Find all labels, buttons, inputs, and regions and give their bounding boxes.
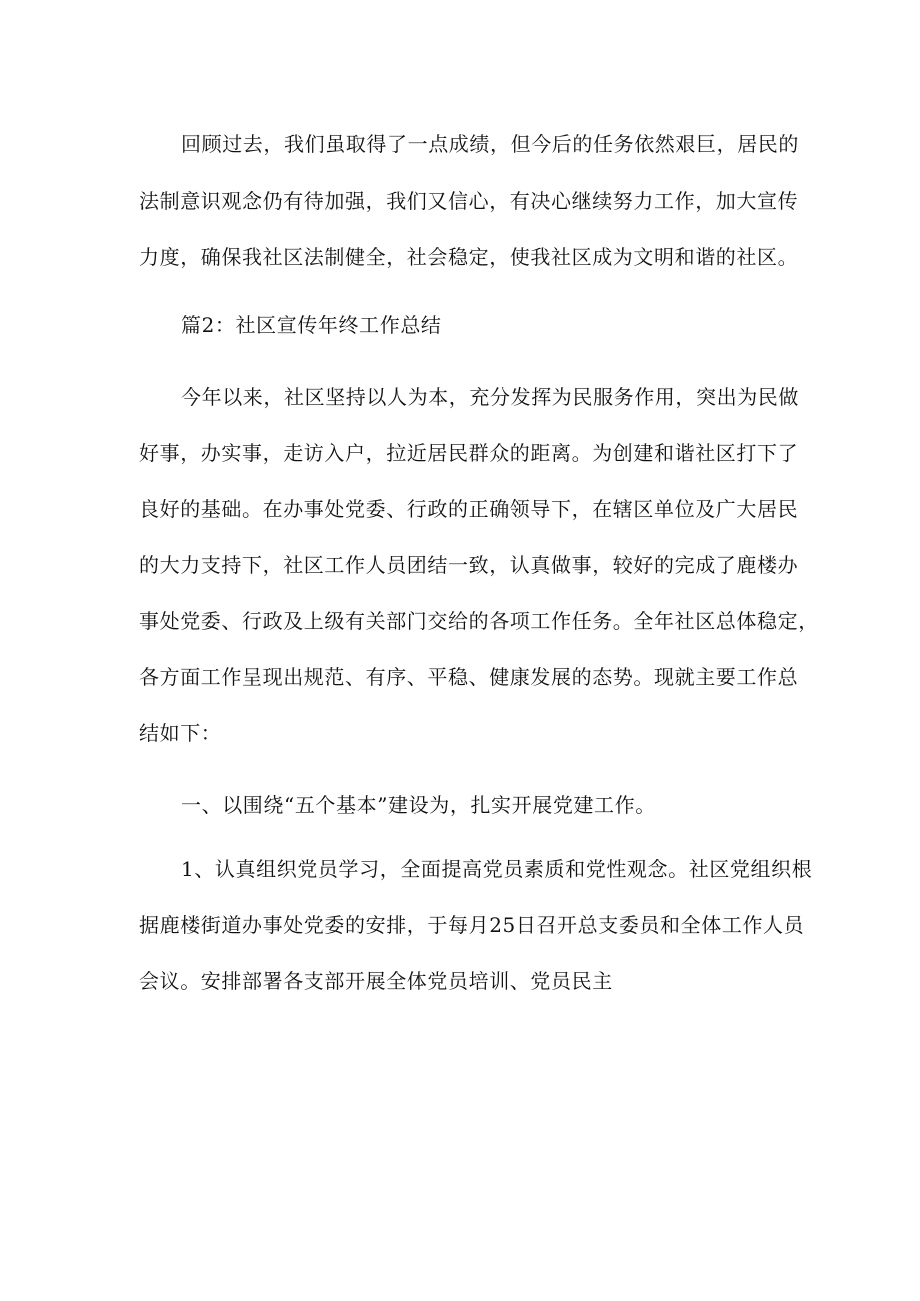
paragraph-line: 今年以来，社区坚持以人为本，充分发挥为民服务作用，突出为民做 xyxy=(181,385,799,409)
paragraph-line: 事处党委、行政及上级有关部门交给的各项工作任务。全年社区总体稳定， xyxy=(139,609,819,633)
paragraph-line: 会议。安排部署各支部开展全体党员培训、党员民主 xyxy=(139,969,613,993)
paragraph-line: 各方面工作呈现出规范、有序、平稳、健康发展的态势。现就主要工作总 xyxy=(139,665,799,689)
paragraph-line: 力度，确保我社区法制健全，社会稳定，使我社区成为文明和谐的社区。 xyxy=(139,245,799,269)
paragraph-line: 的大力支持下，社区工作人员团结一致，认真做事，较好的完成了鹿楼办 xyxy=(139,553,799,577)
section-heading: 一、以围绕“五个基本”建设为，扎实开展党建工作。 xyxy=(181,793,656,817)
paragraph-line: 据鹿楼街道办事处党委的安排，于每月25日召开总支委员和全体工作人员 xyxy=(139,913,805,937)
paragraph-line: 回顾过去，我们虽取得了一点成绩，但今后的任务依然艰巨，居民的 xyxy=(181,132,799,156)
paragraph-line: 法制意识观念仍有待加强，我们又信心，有决心继续努力工作，加大宣传 xyxy=(139,189,799,213)
paragraph-line: 良好的基础。在办事处党委、行政的正确领导下，在辖区单位及广大居民 xyxy=(139,497,799,521)
paragraph-line: 结如下： xyxy=(139,721,222,745)
section-heading: 篇2：社区宣传年终工作总结 xyxy=(181,313,442,337)
paragraph-line: 好事，办实事，走访入户，拉近居民群众的距离。为创建和谐社区打下了 xyxy=(139,441,799,465)
paragraph-line: 1、认真组织党员学习，全面提高党员素质和党性观念。社区党组织根 xyxy=(181,857,813,881)
